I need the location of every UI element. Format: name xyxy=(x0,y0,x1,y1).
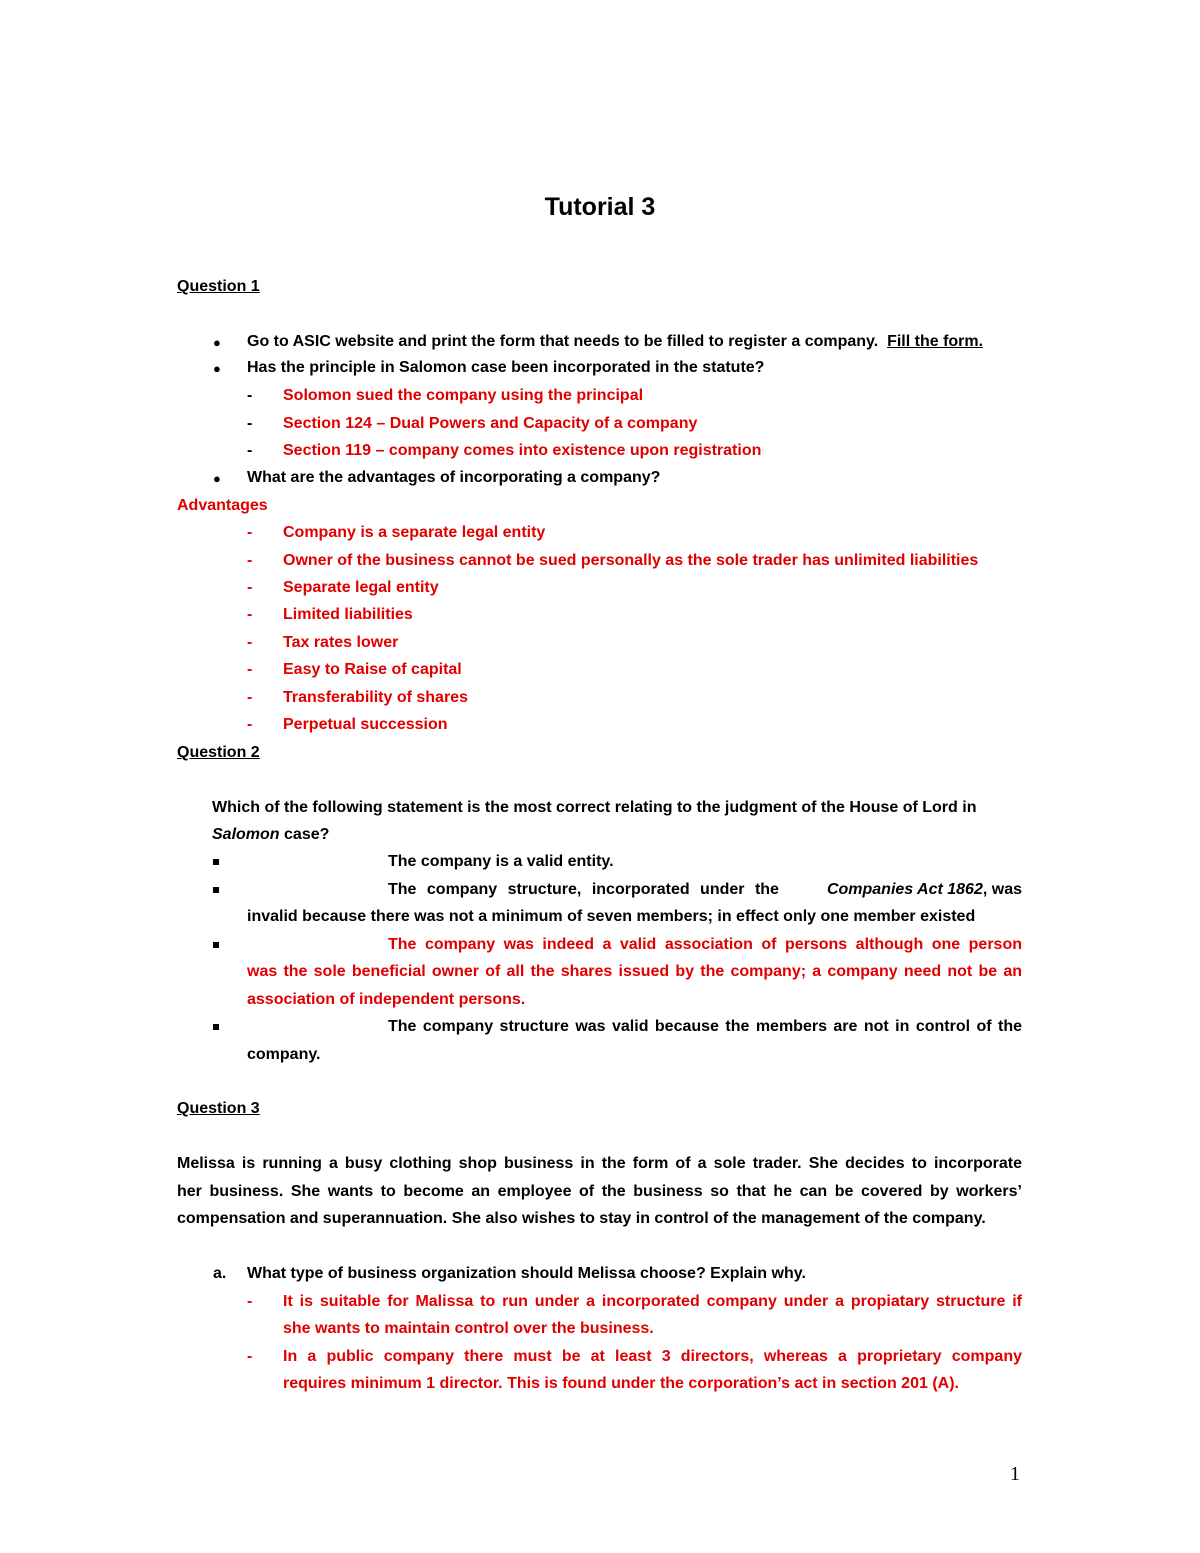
q2-case-name: Salomon xyxy=(212,826,280,843)
q2-stem-rest: case? xyxy=(284,826,330,843)
dash-icon: - xyxy=(247,524,253,541)
q3-paragraph-line-1: Melissa is running a busy clothing shop business in the form of a sole trader. She decides to incorporate xyxy=(177,1155,1022,1172)
dash-icon: - xyxy=(247,1348,253,1365)
q3-answer-1-line-2: she wants to maintain control over the business. xyxy=(283,1320,654,1337)
dash-icon: - xyxy=(247,387,253,404)
q3-paragraph-line-2: her business. She wants to become an employee of the business so that he can be covered by workers’ xyxy=(177,1183,1022,1200)
q1-answer: Section 124 – Dual Powers and Capacity of a company xyxy=(283,415,698,432)
square-bullet-icon xyxy=(213,887,219,893)
advantage-item: Owner of the business cannot be sued personally as the sole trader has unlimited liabilities xyxy=(283,552,979,569)
q2-option-3-line-2: was the sole beneficial owner of all the shares issued by the company; a company need not be an xyxy=(247,963,1022,980)
advantage-item: Limited liabilities xyxy=(283,606,413,623)
advantage-item: Separate legal entity xyxy=(283,579,439,596)
q1-item-1 xyxy=(247,332,983,352)
square-bullet-icon xyxy=(213,942,219,948)
dash-icon: - xyxy=(247,1293,253,1310)
q2-option-2-line-2: invalid because there was not a minimum of seven members; in effect only one member existed xyxy=(247,908,976,925)
dash-icon: - xyxy=(247,442,253,459)
q3-part-a-label: a. xyxy=(213,1265,227,1282)
bullet-icon: ● xyxy=(213,361,221,376)
bullet-icon: ● xyxy=(213,335,221,350)
page-title: Tutorial 3 xyxy=(544,193,656,221)
q2-option-2-act xyxy=(827,880,1022,900)
square-bullet-icon xyxy=(213,1024,219,1030)
q1-answer: Solomon sued the company using the principal xyxy=(283,387,644,404)
q2-option-2-text: The company structure, incorporated under the xyxy=(388,881,779,898)
q2-option-2-text-b: , was xyxy=(982,881,1022,898)
dash-icon: - xyxy=(247,689,253,706)
q1-answer: Section 119 – company comes into existence upon registration xyxy=(283,442,762,459)
advantages-heading: Advantages xyxy=(177,497,268,514)
q3-answer-2-line-1: In a public company there must be at least 3 directors, whereas a proprietary company xyxy=(283,1348,1022,1365)
q1-item-1-text: Go to ASIC website and print the form that needs to be filled to register a company. xyxy=(247,333,879,350)
q1-item-3: What are the advantages of incorporating a company? xyxy=(247,469,661,486)
q2-option-1: The company is a valid entity. xyxy=(388,853,614,870)
square-bullet-icon xyxy=(213,859,219,865)
advantage-item: Company is a separate legal entity xyxy=(283,524,546,541)
q2-option-4-line-1: The company structure was valid because the members are not in control of the xyxy=(388,1018,1022,1035)
advantage-item: Easy to Raise of capital xyxy=(283,661,462,678)
advantage-item: Tax rates lower xyxy=(283,634,399,651)
q2-option-2-line-1 xyxy=(388,880,1022,900)
q3-part-a-question: What type of business organization should Melissa choose? Explain why. xyxy=(247,1265,806,1282)
q2-stem-line-1: Which of the following statement is the most correct relating to the judgment of the House of Lord in xyxy=(212,799,977,816)
q2-act-name: Companies Act 1862 xyxy=(826,881,983,898)
advantage-item: Transferability of shares xyxy=(283,689,468,706)
dash-icon: - xyxy=(247,579,253,596)
question-2-heading: Question 2 xyxy=(177,744,260,761)
dash-icon: - xyxy=(247,716,253,733)
question-3-heading: Question 3 xyxy=(177,1100,260,1117)
dash-icon: - xyxy=(247,415,253,432)
page-number: 1 xyxy=(1010,1463,1020,1485)
q2-stem-line-2 xyxy=(212,825,329,845)
q2-option-4-line-2: company. xyxy=(247,1046,321,1063)
question-1-heading: Question 1 xyxy=(177,278,260,295)
q3-answer-1-line-1: It is suitable for Malissa to run under a incorporated company under a propiatary structure if xyxy=(283,1293,1022,1310)
dash-icon: - xyxy=(247,606,253,623)
q2-option-3-line-1: The company was indeed a valid association of persons although one person xyxy=(388,936,1022,953)
q2-option-3-line-3: association of independent persons. xyxy=(247,991,526,1008)
dash-icon: - xyxy=(247,634,253,651)
bullet-icon: ● xyxy=(213,471,221,486)
q3-paragraph-line-3: compensation and superannuation. She also wishes to stay in control of the management of the company. xyxy=(177,1210,986,1227)
dash-icon: - xyxy=(247,552,253,569)
q3-answer-2-line-2: requires minimum 1 director. This is found under the corporation’s act in section 201 (A). xyxy=(283,1375,959,1392)
q1-item-2: Has the principle in Salomon case been incorporated in the statute? xyxy=(247,359,765,376)
dash-icon: - xyxy=(247,661,253,678)
advantage-item: Perpetual succession xyxy=(283,716,448,733)
q1-item-1-underlined: Fill the form. xyxy=(887,333,984,350)
